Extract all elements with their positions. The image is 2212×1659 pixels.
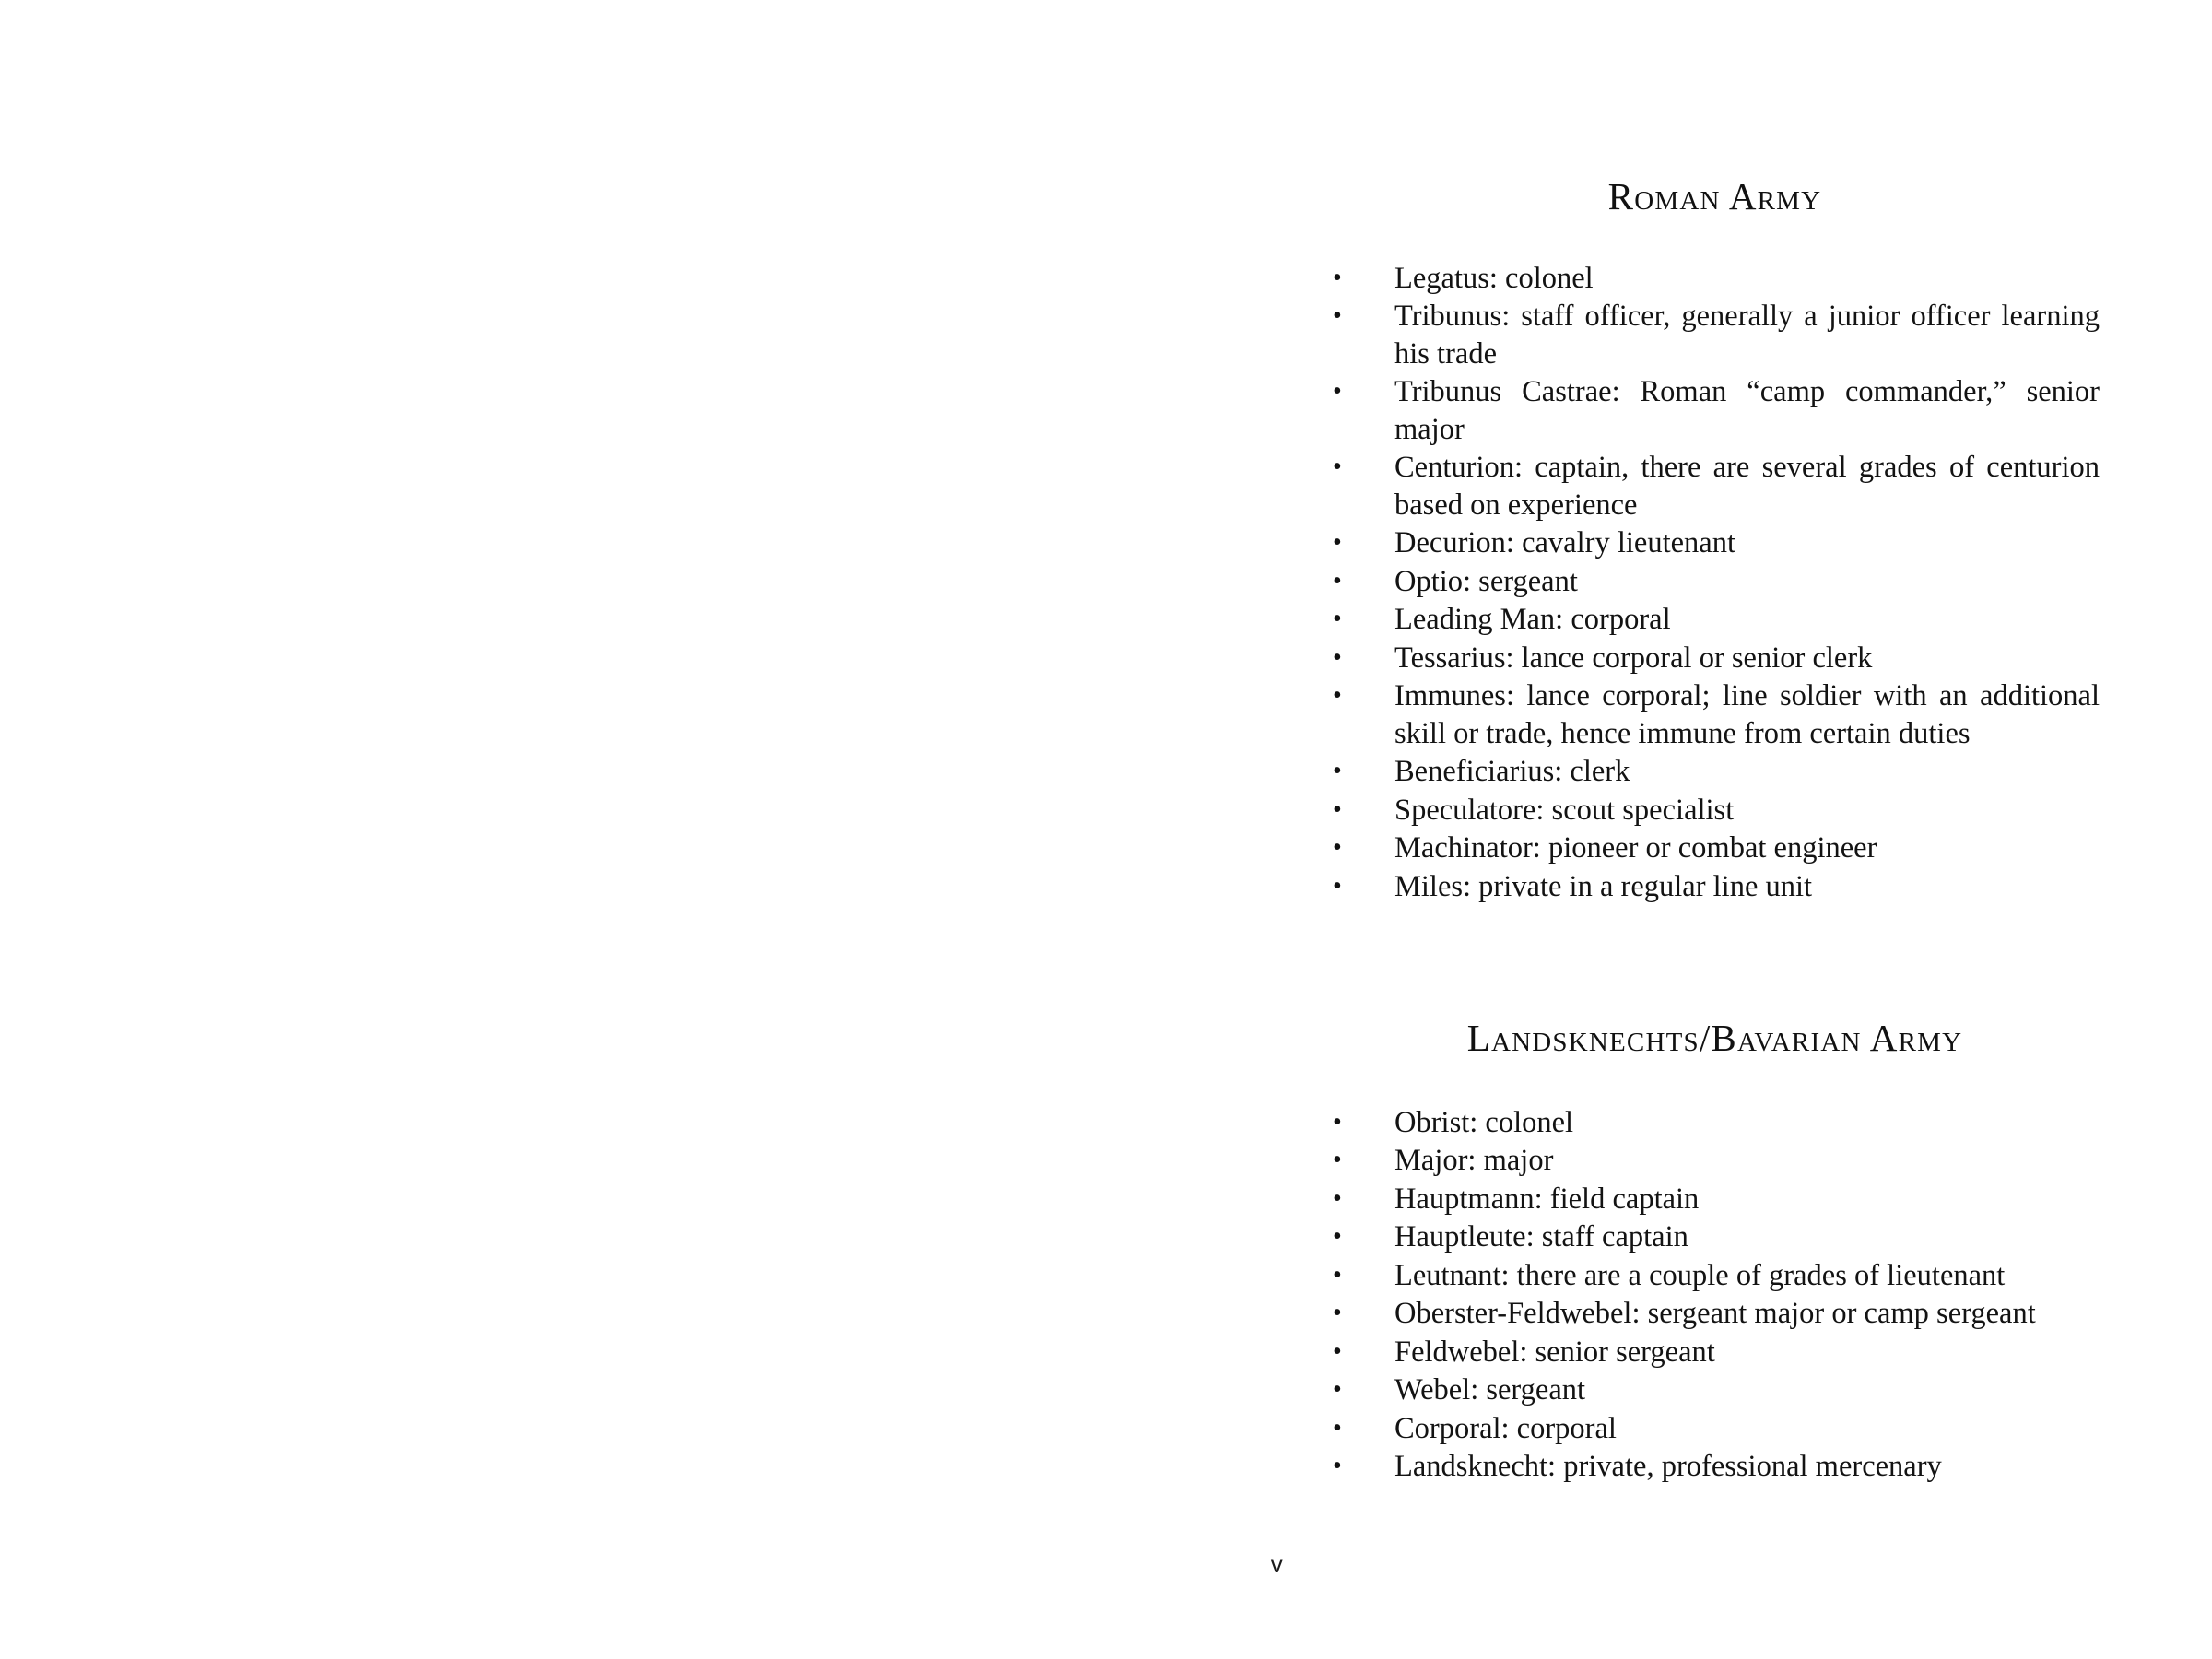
section-heading-roman-army: Roman Army <box>1607 175 1822 218</box>
list-item <box>1330 753 2100 791</box>
list-item-label: Tribunus: staff officer, generally a junior officer learning his trade <box>1394 300 2100 371</box>
bullet-icon: • <box>1333 1222 1342 1252</box>
bullet-icon: • <box>1333 794 1342 824</box>
list-item-label: Oberster-Feldwebel: sergeant major or camp sergeant <box>1394 1297 2036 1331</box>
list-item <box>1330 524 2100 562</box>
page-number: v <box>1270 1550 1284 1578</box>
bullet-icon: • <box>1333 1413 1342 1442</box>
list-item <box>1330 830 2100 867</box>
list-item-label: Hauptmann: field captain <box>1394 1182 1700 1216</box>
list-item <box>1330 260 2100 298</box>
list-item <box>1330 298 2100 372</box>
list-item <box>1330 1257 2100 1295</box>
list-item-label: Leutnant: there are a couple of grades of lieutenant <box>1394 1258 2006 1292</box>
list-item-label: Hauptleute: staff captain <box>1394 1220 1688 1254</box>
bullet-icon: • <box>1333 377 1342 406</box>
list-item <box>1330 373 2100 448</box>
list-item-label: Feldwebel: senior sergeant <box>1394 1335 1715 1369</box>
list-item <box>1330 640 2100 677</box>
list-item-label: Optio: sergeant <box>1394 564 1578 598</box>
list-item <box>1330 1218 2100 1256</box>
bullet-icon: • <box>1333 453 1342 482</box>
bullet-icon: • <box>1333 833 1342 863</box>
list-item <box>1330 677 2100 752</box>
bullet-icon: • <box>1333 1375 1342 1405</box>
list-item <box>1330 1334 2100 1371</box>
list-item-label: Decurion: cavalry lieutenant <box>1394 526 1735 560</box>
bullet-icon: • <box>1333 642 1342 672</box>
list-item <box>1330 601 2100 639</box>
section-spacer <box>1330 906 2100 1017</box>
list-item <box>1330 1448 2100 1486</box>
list-item-label: Legatus: colonel <box>1394 261 1594 295</box>
list-item <box>1330 1371 2100 1409</box>
list-item <box>1330 449 2100 524</box>
section-heading-landsknechts-bavarian-army: Landsknechts/Bavarian Army <box>1466 1017 1963 1060</box>
list-item-label: Corporal: corporal <box>1394 1411 1617 1445</box>
list-item-label: Major: major <box>1394 1144 1554 1178</box>
list-item-label: Immunes: lance corporal; line soldier with an additional skill or trade, hence immune from certain duties <box>1394 679 2100 750</box>
bullet-icon: • <box>1333 528 1342 558</box>
list-item-label: Speculatore: scout specialist <box>1394 793 1735 827</box>
bullet-icon: • <box>1333 1183 1342 1213</box>
list-item-label: Tribunus Castrae: Roman “camp commander,” senior major <box>1394 375 2100 446</box>
rank-list-roman-army <box>1330 260 2100 906</box>
bullet-icon: • <box>1333 301 1342 331</box>
list-item <box>1330 1410 2100 1448</box>
list-item-label: Beneficiarius: clerk <box>1394 755 1630 789</box>
bullet-icon: • <box>1333 566 1342 595</box>
list-item <box>1330 1295 2100 1333</box>
list-item <box>1330 1104 2100 1142</box>
list-item-label: Obrist: colonel <box>1394 1105 1574 1139</box>
bullet-icon: • <box>1333 1452 1342 1481</box>
list-item-label: Machinator: pioneer or combat engineer <box>1394 831 1877 865</box>
list-item-label: Centurion: captain, there are several grades of centurion based on experience <box>1394 451 2100 522</box>
bullet-icon: • <box>1333 605 1342 634</box>
bullet-icon: • <box>1333 1107 1342 1136</box>
bullet-icon: • <box>1333 681 1342 711</box>
rank-list-landsknechts-bavarian-army <box>1330 1104 2100 1486</box>
bullet-icon: • <box>1333 871 1342 900</box>
list-item <box>1330 1181 2100 1218</box>
list-item <box>1330 792 2100 830</box>
bullet-icon: • <box>1333 1336 1342 1366</box>
list-item <box>1330 563 2100 601</box>
list-item-label: Landsknecht: private, professional mercenary <box>1394 1450 1942 1484</box>
list-item-label: Tessarius: lance corporal or senior clerk <box>1394 641 1873 675</box>
bullet-icon: • <box>1333 757 1342 786</box>
list-item <box>1330 868 2100 906</box>
bullet-icon: • <box>1333 1299 1342 1328</box>
bullet-icon: • <box>1333 1146 1342 1175</box>
list-item-label: Webel: sergeant <box>1394 1373 1586 1407</box>
bullet-icon: • <box>1333 263 1342 292</box>
list-item <box>1330 1142 2100 1180</box>
bullet-icon: • <box>1333 1260 1342 1289</box>
page-text-block <box>1330 175 2100 1487</box>
list-item-label: Leading Man: corporal <box>1394 603 1671 637</box>
list-item-label: Miles: private in a regular line unit <box>1394 869 1813 903</box>
page-number-footer <box>0 1550 2212 1579</box>
